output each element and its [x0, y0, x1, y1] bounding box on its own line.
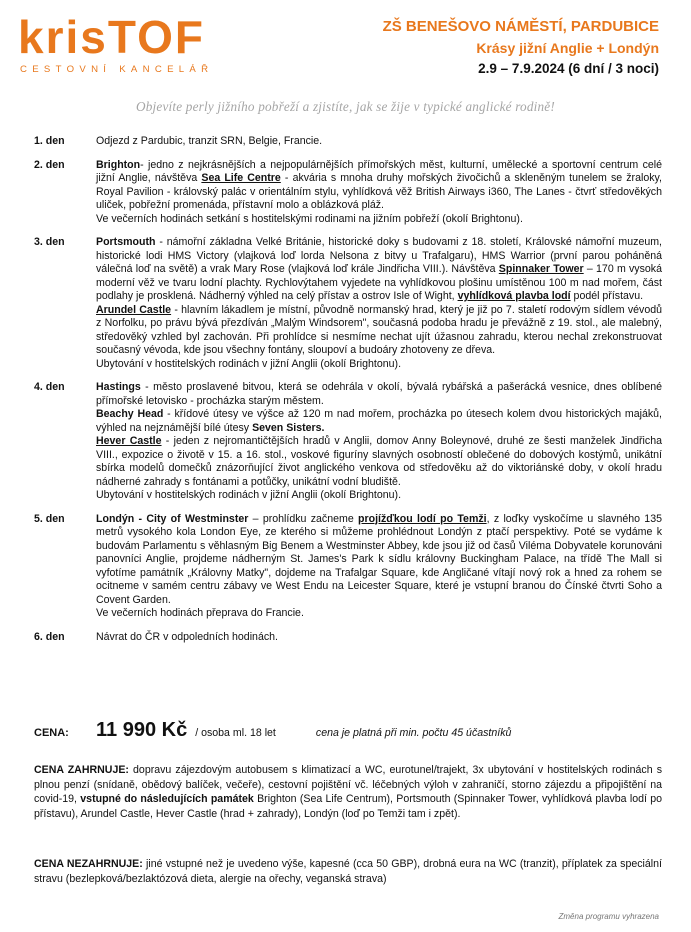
day-label: 6. den — [34, 630, 65, 643]
highlight-text: Hastings — [96, 381, 141, 393]
itinerary — [34, 135, 662, 644]
day-paragraph — [96, 408, 662, 435]
price-row — [34, 719, 662, 742]
footer-note: Změna programu vyhrazena — [558, 912, 659, 921]
includes-text: dopravu zájezdovým autobusem s klimatizací a WC, eurotunel/trajekt, 3x ubytování v hostitelských rodinách s plnou penzí (snídaně, obědový balíček, večeře), cestovní pojištění vč. léčebných výloh v zahraničí, storno zájezdu a připojištění na covid-19, — [34, 764, 663, 805]
description-text: Ubytování v hostitelských rodinách v jižní Anglii (okolí Brightonu). — [96, 489, 402, 501]
tagline: Objevíte perly jižního pobřeží a zjistíte, jak se žije v typické anglické rodině! — [136, 99, 555, 114]
day-label: 4. den — [34, 381, 65, 393]
description-text: - jedno z nejkrásnějších a nejpopulárnějších přímořských měst, kulturní, umělecké a sportovní centrum celé jižní Anglie, návštěva — [96, 158, 662, 184]
tour-header — [383, 17, 659, 79]
description-text: - námořní základna Velké Británie, historické doky s budovami z 18. století, Královské námořní muzeum, historické lodi HMS Victory (vlajková loď lorda Nelsona z bitvy u Trafalgaru), HMS Warrior (první parou poháněná válečná loď na světě) a vrak Mary Rose (vlajková loď krále Jindřicha VIII.). Návštěva — [96, 236, 662, 275]
tour-title: Krásy jižní Anglie + Londýn — [476, 40, 659, 56]
day-paragraph — [96, 159, 662, 213]
itinerary-day — [34, 159, 662, 227]
itinerary-day — [34, 631, 662, 645]
day-description — [96, 631, 662, 645]
highlight-text: Beachy Head — [96, 408, 164, 420]
brand-logo — [18, 11, 266, 77]
day-description — [96, 236, 662, 371]
day-paragraph — [96, 304, 662, 358]
description-text: Ve večerních hodinách přeprava do Francie. — [96, 607, 304, 619]
day-description — [96, 159, 662, 227]
day-paragraph — [96, 435, 662, 489]
description-text: , z loďky vyskočíme u slavného 135 metrů vysokého kola London Eye, ze kterého si můžeme prohlédnout Londýn z ptačí perspektivy. Poté se vydáme k budovám Parlamentu s věhlasným Big Benem a Westminster Abbey, kde jsou již od časů Viléma Dobyvatele korunováni panovníci Anglie, projdeme nádherným St. James's Park k sídlu královny Buckingham Palace, na třídě The Mall si vyfotíme památník „Královny Matky", dojdeme na Trafalgar Square, kde Angličané vítají nový rok a hned za rohem se ocitneme v samém centru zábavy ve West Endu na Leicester Square, které je vstupní branou do Čínské čtvrti Soho a Covent Garden. — [96, 512, 662, 606]
brand-logo-subtitle: CESTOVNÍ KANCELÁŘ — [20, 64, 214, 75]
highlight-text: vyhlídková plavba lodí — [457, 290, 571, 302]
day-paragraph — [96, 236, 662, 304]
description-text: Ve večerních hodinách setkání s hostitelskými rodinami na jižním pobřeží (okolí Brightonu). — [96, 212, 523, 225]
itinerary-day — [34, 236, 662, 371]
description-text: – 170 m vysoká moderní věž ve tvaru lodní plachty. Rychlovýtahem vyjedete na vyhlídkovou plošinu umístěnou 100 m nad mořem, část podlahy je prosklená. Nádherný výhled na celý přístav a ostrov Isle of Wight, — [96, 263, 662, 302]
description-text: - město proslavené bitvou, která se odehrála v okolí, bývalá rybářská a pašerácká vesnice, dnes oblíbené přímořské letovisko - procházka starým městem. — [96, 381, 662, 407]
itinerary-day — [34, 381, 662, 503]
highlight-text: Portsmouth — [96, 236, 156, 248]
day-paragraph — [96, 381, 662, 408]
description-text: - akvária s mnoha druhy mořských živočichů a skleněným tunelem se žraloky, Royal Pavilion - královský palác v orientálním stylu, vyhlídková věž British Airways i360, The Lanes - čtvrť středověkých uliček, pobřežní promenáda, přístavní molo a oblázková pláž. — [96, 172, 662, 211]
day-description — [96, 135, 662, 149]
day-paragraph — [96, 135, 662, 149]
day-description — [96, 513, 662, 621]
price-label: CENA: — [34, 727, 69, 739]
day-paragraph — [96, 358, 662, 372]
description-text: podél přístavu. — [570, 290, 644, 302]
highlight-text: Hever Castle — [96, 435, 162, 447]
brand-logo-word: krisTOF — [18, 11, 205, 63]
highlight-text: Brighton — [96, 158, 141, 171]
description-text: - hlavním lákadlem je místní, původně normanský hrad, který je již po 7. staletí rodovým sídlem vévodů z Norfolku, po právu bývá přezdíván „Malým Windsorem", současná podoba hradu je převážně z 19. stol., ale malebný, středověký vzhled byl zachován. Při prohlídce si nesmíme nechat ujít úžasnou zahradu, kterou nechal zrekonstruovat současný vévoda, kde jsou všechny fontány, sloupoví a budoáry zhotoveny ze dřeva. — [96, 303, 663, 356]
day-paragraph — [96, 513, 662, 608]
day-label: 2. den — [34, 158, 65, 171]
price-includes — [34, 763, 662, 821]
highlight-text: Spinnaker Tower — [498, 263, 584, 275]
day-description — [96, 381, 662, 503]
excludes-text: jiné vstupné než je uvedeno výše, kapesné (cca 50 GBP), drobná eura na WC (tranzit), příplatek za speciální stravu (bezlepková/bezlaktózová dieta, alergie na ořechy, veganská strava) — [34, 858, 662, 885]
tour-dates: 2.9 – 7.9.2024 (6 dní / 3 noci) — [478, 61, 659, 76]
description-text: - křídové útesy ve výšce až 120 m nad mořem, procházka po útesech kolem dvou historických majáků, výhled na nejznámější bílé útesy — [96, 408, 662, 434]
description-text: - jeden z nejromantičtějších hradů v Anglii, domov Anny Boleynové, druhé ze šesti manželek Jindřicha VIII., expozice o životě v 15. a 16. stol., voskové figuríny slavných osobností oblečené do dobových kostýmů, unikátní sbírka modelů domečků znázorňující život anglického venkova od středověku až do viktoriánské doby, v okolí hradu nádherné zahrady s fontánami a potůčky, unikátní vodní bludiště. — [96, 435, 662, 488]
highlight-text: Londýn - City of Westminster — [96, 512, 249, 525]
price-note: cena je platná při min. počtu 45 účastníků — [315, 727, 512, 739]
day-paragraph — [96, 631, 662, 645]
price-excludes — [34, 857, 662, 886]
description-text: Ubytování v hostitelských rodinách v jižní Anglii (okolí Brightonu). — [96, 357, 402, 370]
price-per-person: / osoba ml. 18 let — [195, 727, 276, 739]
itinerary-day — [34, 135, 662, 149]
price-amount: 11 990 Kč — [96, 719, 188, 741]
description-text: Odjezd z Pardubic, tranzit SRN, Belgie, Francie. — [96, 135, 323, 147]
highlight-text: Arundel Castle — [96, 303, 172, 316]
highlight-text: Seven Sisters. — [252, 421, 325, 434]
school-name: ZŠ BENEŠOVO NÁMĚSTÍ, PARDUBICE — [382, 18, 659, 35]
excludes-label: CENA NEZAHRNUJE: — [34, 858, 143, 870]
day-label: 1. den — [34, 135, 65, 147]
description-text: Návrat do ČR v odpoledních hodinách. — [96, 630, 278, 643]
highlight-text: Sea Life Centre — [201, 172, 281, 184]
includes-text-after: Brighton (Sea Life Centrum), Portsmouth (Spinnaker Tower, vyhlídková plavba lodí po přístavu), Arundel Castle, Hever Castle (hrad + zahrady), Londýn (loď po Temži tam i zpět). — [34, 793, 662, 820]
itinerary-day — [34, 513, 662, 621]
day-paragraph — [96, 489, 662, 503]
includes-bold: vstupné do následujících památek — [80, 793, 254, 805]
day-label: 5. den — [34, 512, 65, 525]
highlight-text: projížďkou lodí po Temži — [358, 512, 487, 525]
includes-label: CENA ZAHRNUJE: — [34, 764, 129, 776]
day-paragraph — [96, 213, 662, 227]
day-label: 3. den — [34, 236, 65, 248]
day-paragraph — [96, 607, 662, 621]
description-text: – prohlídku začneme — [248, 512, 359, 525]
